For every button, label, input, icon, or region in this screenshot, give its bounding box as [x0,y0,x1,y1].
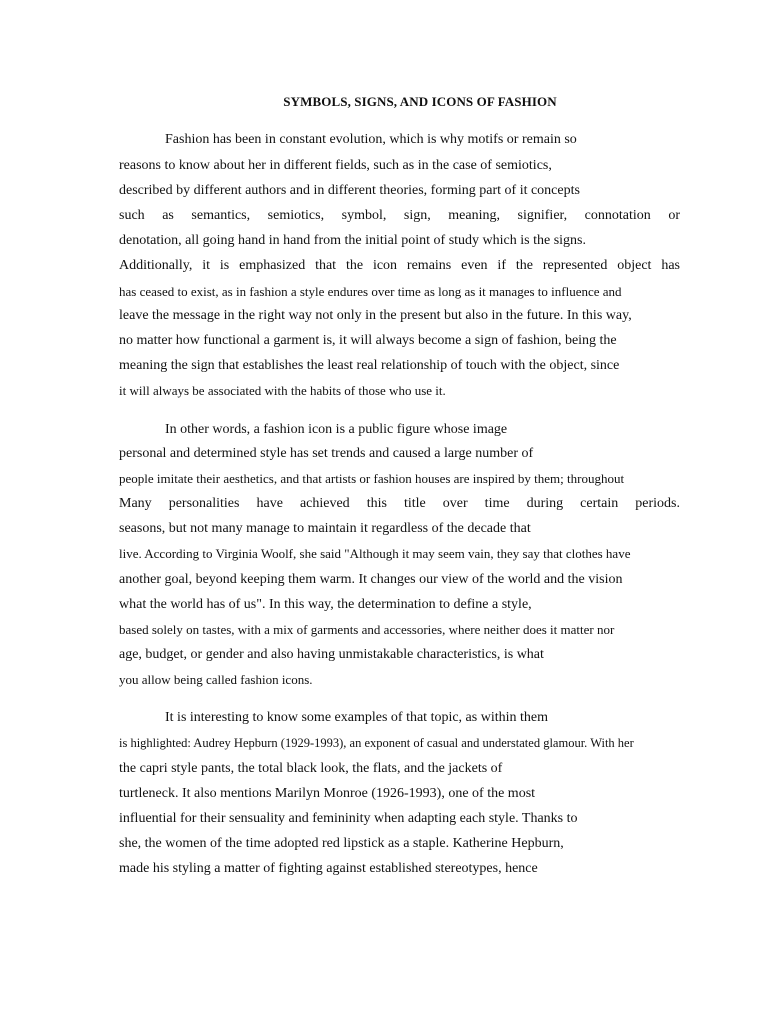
paragraph-2-line-8: what the world has of us". In this way, the determination to define a style, [119,597,532,612]
paragraph-1-line-6: Additionally, it is emphasized that the icon remains even if the represented object has [119,258,680,273]
paragraph-3-line-2: is highlighted: Audrey Hepburn (1929-1993), an exponent of casual and understated glamour. With her [119,736,634,750]
paragraph-2-line-3: people imitate their aesthetics, and that artists or fashion houses are inspired by them; throughout [119,471,625,486]
paragraph-2-line-7: another goal, beyond keeping them warm. It changes our view of the world and the vision [119,572,623,587]
paragraph-2-line-11: you allow being called fashion icons. [119,672,313,687]
paragraph-1-line-9: no matter how functional a garment is, it will always become a sign of fashion, being the [119,333,617,348]
paragraph-1-line-2: reasons to know about her in different fields, such as in the case of semiotics, [119,158,552,173]
paragraph-1-line-3: described by different authors and in different theories, forming part of it concepts [119,183,580,198]
paragraph-1-line-4: such as semantics, semiotics, symbol, sign, meaning, signifier, connotation or [119,208,680,223]
paragraph-1-line-5: denotation, all going hand in hand from the initial point of study which is the signs. [119,233,586,248]
paragraph-1-line-1: Fashion has been in constant evolution, which is why motifs or remain so [165,132,577,147]
paragraph-2-line-1: In other words, a fashion icon is a public figure whose image [165,422,508,437]
paragraph-1-line-7: has ceased to exist, as in fashion a style endures over time as long as it manages to influence and [119,284,622,299]
paragraph-1-line-8: leave the message in the right way not only in the present but also in the future. In this way, [119,308,632,323]
paragraph-3-line-4: turtleneck. It also mentions Marilyn Monroe (1926-1993), one of the most [119,786,536,801]
paragraph-2-line-9: based solely on tastes, with a mix of garments and accessories, where neither does it matter nor [119,622,615,637]
document-title: SYMBOLS, SIGNS, AND ICONS OF FASHION [283,94,557,109]
paragraph-2-line-6: live. According to Virginia Woolf, she said "Although it may seem vain, they say that clothes have [119,546,631,561]
paragraph-3-line-3: the capri style pants, the total black look, the flats, and the jackets of [119,761,503,776]
paragraph-3-line-7: made his styling a matter of fighting against established stereotypes, hence [119,861,538,876]
paragraph-2-line-2: personal and determined style has set trends and caused a large number of [119,446,534,461]
paragraph-3-line-1: It is interesting to know some examples of that topic, as within them [165,710,548,725]
paragraph-2-line-10: age, budget, or gender and also having unmistakable characteristics, is what [119,647,544,662]
paragraph-2-line-4: Many personalities have achieved this title over time during certain periods. [119,496,680,511]
paragraph-1-line-10: meaning the sign that establishes the least real relationship of touch with the object, since [119,358,620,373]
paragraph-2-line-5: seasons, but not many manage to maintain it regardless of the decade that [119,521,531,536]
paragraph-3-line-5: influential for their sensuality and femininity when adapting each style. Thanks to [119,811,578,826]
paragraph-3-line-6: she, the women of the time adopted red lipstick as a staple. Katherine Hepburn, [119,836,564,851]
paragraph-1-line-11: it will always be associated with the habits of those who use it. [119,383,446,398]
